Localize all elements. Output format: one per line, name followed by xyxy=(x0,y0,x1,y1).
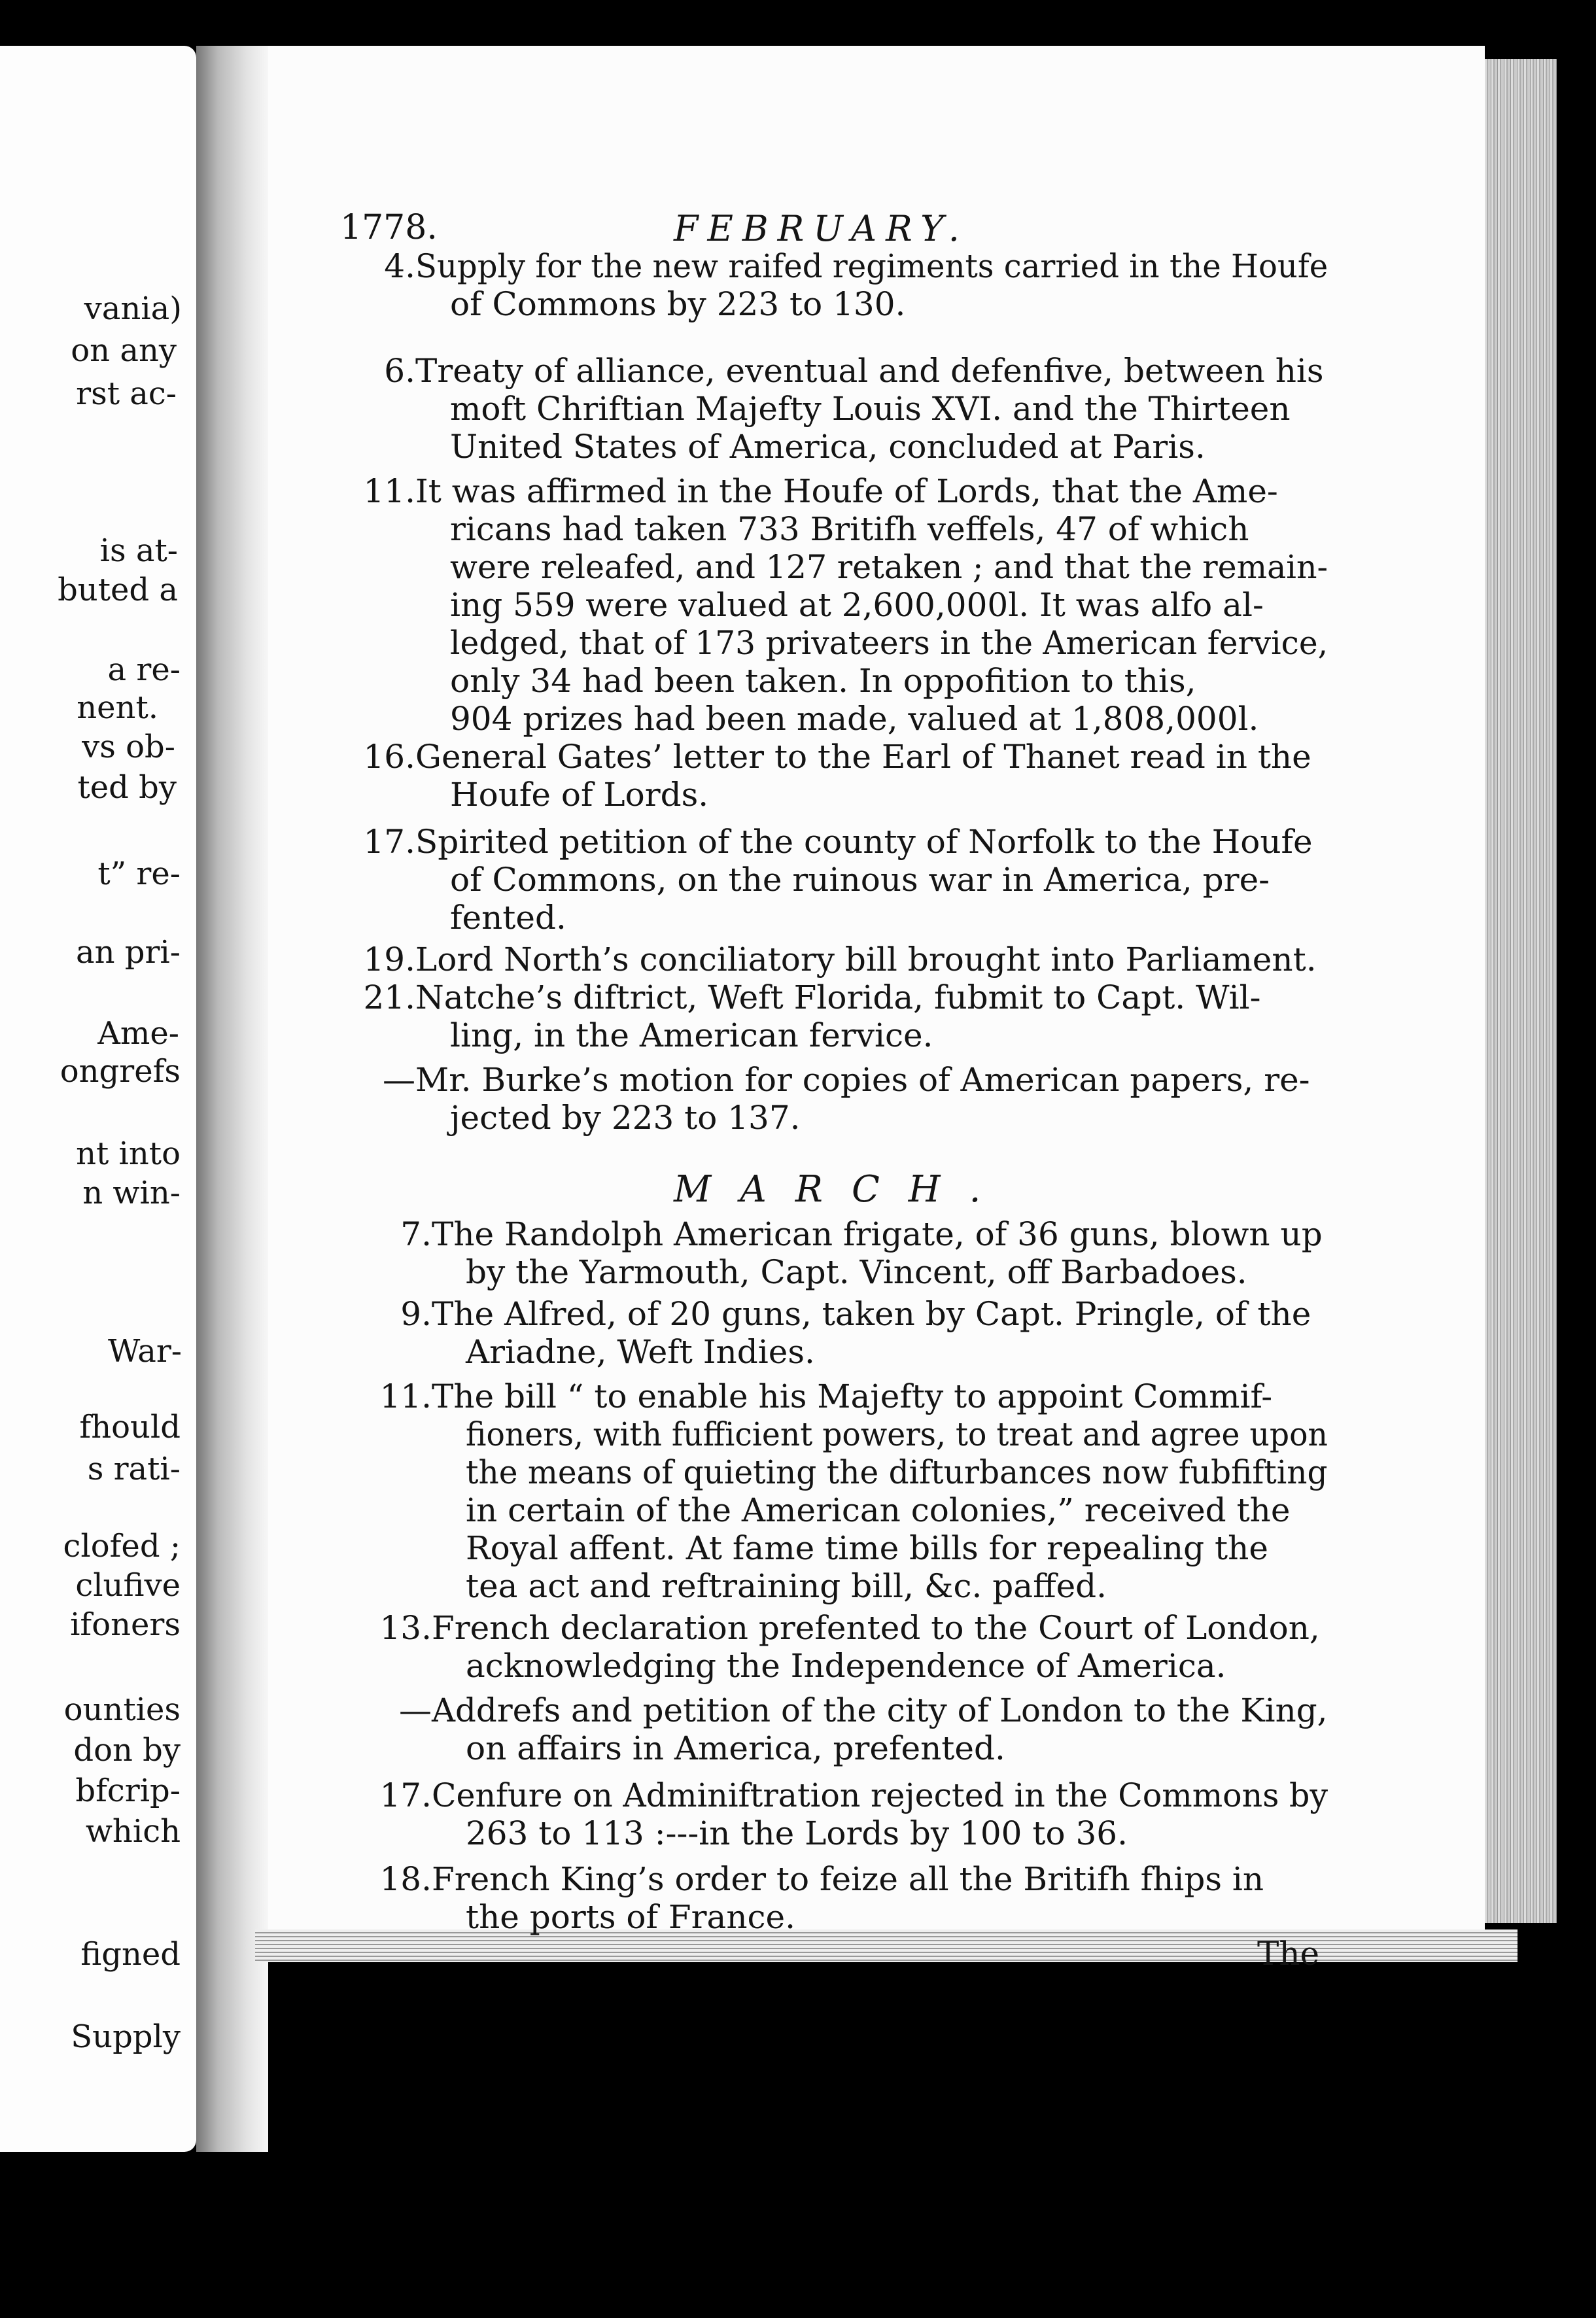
entry-line: were releafed, and 127 retaken ; and that the remain- xyxy=(450,548,1328,586)
left-page-fragment: n win- xyxy=(82,1175,181,1211)
entry-line: jected by 223 to 137. xyxy=(450,1099,801,1137)
entry-day: 21. xyxy=(363,978,415,1016)
entry-line: Supply for the new raifed regiments carried in the Houfe xyxy=(415,247,1328,285)
entry-line: United States of America, concluded at Paris. xyxy=(450,428,1206,466)
left-page-fragment: ifoners xyxy=(70,1606,181,1643)
entry-day: 4. xyxy=(384,247,415,285)
entry-day: — xyxy=(383,1061,415,1099)
entry-day: 17. xyxy=(363,823,415,861)
entry-line: The Alfred, of 20 guns, taken by Capt. Pringle, of the xyxy=(432,1295,1311,1333)
entry-day: 6. xyxy=(384,352,415,390)
entry-line: French King’s order to feize all the Britifh fhips in xyxy=(432,1860,1264,1898)
entry-day: 18. xyxy=(379,1860,432,1898)
entry-line: moft Chriftian Majefty Louis XVI. and the Thirteen xyxy=(450,390,1291,428)
entry-line: only 34 had been taken. In oppofition to this, xyxy=(450,662,1196,700)
entry-day: 17. xyxy=(379,1776,432,1814)
entry-day: 16. xyxy=(363,738,415,776)
left-page-fragment: vs ob- xyxy=(82,729,175,765)
entry-line: The bill “ to enable his Majefty to appoint Commif- xyxy=(432,1377,1273,1415)
entry-line: tea act and reftraining bill, &c. paffed. xyxy=(466,1567,1107,1605)
page-year: 1778. xyxy=(340,208,438,247)
entry-line: on affairs in America, prefented. xyxy=(466,1729,1005,1767)
month-heading-february: FEBRUARY. xyxy=(674,208,969,249)
entry-day: 11. xyxy=(363,472,415,510)
left-page-fragment: ounties xyxy=(63,1691,181,1728)
entry-line: The Randolph American frigate, of 36 guns, blown up xyxy=(432,1215,1323,1253)
entry-line: the ports of France. xyxy=(466,1898,796,1936)
entry-line: Treaty of alliance, eventual and defenfive, between his xyxy=(415,352,1324,390)
entry-day: — xyxy=(399,1691,432,1729)
left-page-fragment: clofed ; xyxy=(63,1528,181,1565)
entry-line: by the Yarmouth, Capt. Vincent, off Barbadoes. xyxy=(466,1253,1247,1291)
left-page-fragment: ted by xyxy=(77,769,177,806)
left-page-fragment: fhould xyxy=(79,1409,181,1445)
entry-line: ledged, that of 173 privateers in the American fervice, xyxy=(450,624,1328,662)
left-page-fragment: which xyxy=(85,1813,181,1850)
entry-line: Lord North’s conciliatory bill brought into Parliament. xyxy=(415,941,1317,978)
page-edge-stack xyxy=(1485,59,1557,1923)
entry-line: in certain of the American colonies,” received the xyxy=(466,1491,1291,1529)
left-page-fragment: nent. xyxy=(77,689,158,726)
catchword: The xyxy=(1257,1935,1320,1973)
left-page-fragment: a re- xyxy=(107,651,181,688)
entry-line: acknowledging the Independence of America. xyxy=(466,1647,1226,1685)
left-page-fragment: Supply xyxy=(71,2018,181,2055)
left-page-fragment: Ame- xyxy=(97,1015,179,1052)
entry-day: 11. xyxy=(379,1377,432,1415)
left-page-fragment: an pri- xyxy=(75,934,181,971)
month-heading-march: MARCH. xyxy=(674,1168,1010,1211)
left-page-fragment: nt into xyxy=(76,1135,181,1172)
entry-line: of Commons by 223 to 130. xyxy=(450,285,906,323)
entry-line: 904 prizes had been made, valued at 1,808,000l. xyxy=(450,700,1259,738)
entry-day: 7. xyxy=(400,1215,432,1253)
entry-line: fioners, with fufficient powers, to treat and agree upon xyxy=(466,1415,1328,1453)
left-page-fragment: War- xyxy=(108,1333,182,1370)
entry-line: General Gates’ letter to the Earl of Thanet read in the xyxy=(415,738,1311,776)
left-page-fragment: ongrefs xyxy=(60,1053,181,1090)
entry-day: 19. xyxy=(363,941,415,978)
entry-line: Natche’s diftrict, Weft Florida, fubmit to Capt. Wil- xyxy=(415,978,1261,1016)
left-page-fragment: s rati- xyxy=(87,1451,181,1487)
left-page-fragment: buted a xyxy=(58,572,178,608)
entry-line: Royal affent. At fame time bills for repealing the xyxy=(466,1529,1268,1567)
entry-line: ricans had taken 733 Britifh veffels, 47 of which xyxy=(450,510,1249,548)
entry-line: Addrefs and petition of the city of London to the King, xyxy=(432,1691,1328,1729)
entry-line: Spirited petition of the county of Norfolk to the Houfe xyxy=(415,823,1313,861)
entry-line: fented. xyxy=(450,899,566,937)
book-gutter xyxy=(196,46,268,2152)
entry-line: the means of quieting the difturbances now fubfifting xyxy=(466,1453,1328,1491)
entry-line: 263 to 113 :---in the Lords by 100 to 36. xyxy=(466,1814,1128,1852)
entry-line: of Commons, on the ruinous war in America, pre- xyxy=(450,861,1270,899)
left-page-fragment: vania) xyxy=(84,290,182,327)
entry-day: 9. xyxy=(400,1295,432,1333)
entry-line: Houfe of Lords. xyxy=(450,776,709,814)
bottom-page-stack xyxy=(255,1929,1518,1962)
entry-line: French declaration prefented to the Court of London, xyxy=(432,1609,1320,1647)
left-page-fragment: don by xyxy=(73,1732,181,1769)
entry-line: ing 559 were valued at 2,600,000l. It was alfo al- xyxy=(450,586,1264,624)
entry-line: It was affirmed in the Houfe of Lords, that the Ame- xyxy=(415,472,1278,510)
entry-line: Cenfure on Adminiftration rejected in the Commons by xyxy=(432,1776,1328,1814)
entry-line: ling, in the American fervice. xyxy=(450,1016,933,1054)
left-page-fragment: rst ac- xyxy=(76,375,177,412)
left-page-fragment: clufive xyxy=(75,1567,181,1604)
entry-line: Mr. Burke’s motion for copies of American papers, re- xyxy=(415,1061,1310,1099)
left-page-fragment: is at- xyxy=(99,532,178,569)
left-page-fragment: on any xyxy=(71,332,177,369)
left-page-fragment: bfcrip- xyxy=(75,1773,181,1809)
left-page-fragment: figned xyxy=(80,1936,181,1973)
left-page-fragment: t” re- xyxy=(97,856,181,892)
entry-line: Ariadne, Weft Indies. xyxy=(466,1333,815,1371)
entry-day: 13. xyxy=(379,1609,432,1647)
